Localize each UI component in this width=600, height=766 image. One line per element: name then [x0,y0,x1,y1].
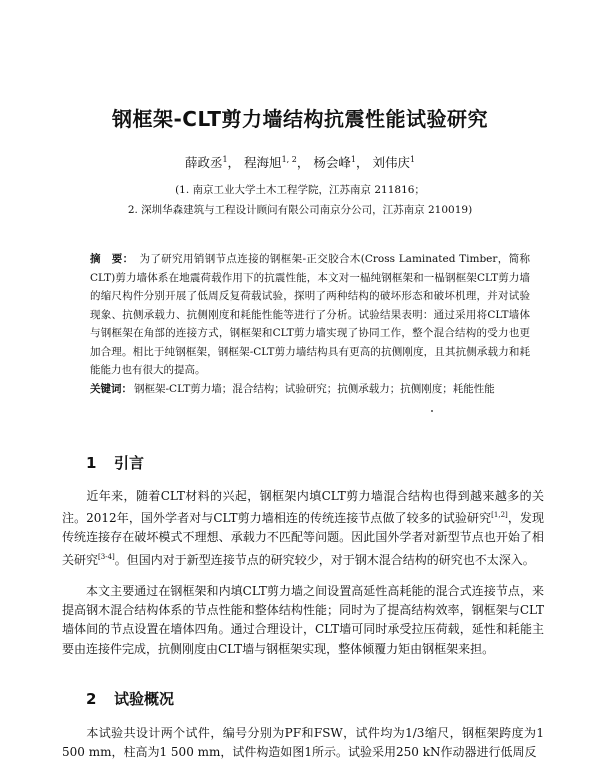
paragraph-text: 本试验共设计两个试件，编号分别为PF和FSW，试件均为1/3缩尺，钢框架跨度为1 500 mm，柱高为1 500 mm，试件构造如图1所示。试验采用250 kN作动器进行低周反 [62,726,544,760]
section-heading-2 [86,688,174,709]
citation-mark: [1,2] [491,511,508,520]
author-separator: ， [296,155,310,170]
section-number: 1 [86,454,97,472]
affiliation-2: 2. 深圳华森建筑与工程设计顾问有限公司南京分公司，江苏南京 210019) [127,204,473,216]
abstract-label: 摘 要： [90,253,134,265]
paragraph-text: 本文主要通过在钢框架和内填CLT剪力墙之间设置高延性高耗能的混合式连接节点，来提高钢木混合结构体系的节点性能和整体结构性能；同时为了提高结构效率，钢框架与CLT墙体间的节点设置在墙体四角。通过合理设计，CLT墙可同时承受拉压荷载，延性和耗能主要由连接件完成，抗侧刚度由CLT墙与钢框架实现，整体倾覆力矩由钢框架来担。 [62,584,544,656]
body-paragraph [62,724,544,762]
abstract-block [90,250,530,398]
author-name: 程海旭 [244,155,282,170]
author-separator: ， [227,155,241,170]
paragraph-text: 。但国内对于新型连接节点的研究较少，对于钢木混合结构的研究也不太深入。 [114,552,535,567]
author-affiliation-mark: 1 [222,154,228,164]
keywords-label: 关键词： [90,382,132,395]
abstract-text: 为了研究用销钢节点连接的钢框架-正交胶合木(Cross Laminated Timber，简称CLT)剪力墙体系在地震荷载作用下的抗震性能，本文对一榀纯钢框架和一榀钢框架CLT剪力墙的缩尺构件分别开展了低周反复荷载试验，探明了两种结构的破坏形态和破坏机理，并对试验现象、抗侧承载力、抗侧刚度和耗能性能等进行了分析。试验结果表明：通过采用将CLT墙体与钢框架在角部的连接方式，钢框架和CLT剪力墙实现了协同工作，整个混合结构的受力也更加合理。相比于纯钢框架，钢框架-CLT剪力墙结构具有更高的抗侧刚度，且其抗侧承载力和耗能能力也有很大的提高。 [90,253,531,376]
author-affiliation-mark: 1 [409,154,416,164]
citation-mark: [3-4] [98,552,115,561]
section-title: 引言 [114,454,145,472]
author-name: 杨会峰 [313,155,351,170]
scan-dot [431,410,433,412]
author-affiliation-mark: 1, 2 [281,154,297,164]
keywords-text: 钢框架-CLT剪力墙；混合结构；试验研究；抗侧承载力；抗侧刚度；耗能性能 [134,382,495,395]
paper-title: 钢框架-CLT剪力墙结构抗震性能试验研究 [111,107,489,131]
paragraph-text: 近年来，随着CLT材料的兴起，钢框架内填CLT剪力墙混合结构也得到越来越多的关注。2012年，国外学者对与CLT剪力墙相连的传统连接节点做了较多的试验研究 [62,489,544,526]
author-name: 薛政丞 [184,155,223,170]
author-name: 刘伟庆 [372,155,410,170]
body-paragraph [62,582,544,659]
body-paragraph [62,487,544,570]
abstract-paragraph [90,250,530,380]
affiliation-1: (1. 南京工业大学土木工程学院，江苏南京 211816； [175,184,425,196]
keywords-paragraph [90,380,530,399]
author-separator: ， [355,155,369,170]
paragraph-text: ，发现传统连接存在破坏模式不理想、承载力不匹配等问题。因此国外学者对新型节点也开始了相关研究 [62,511,544,567]
author-affiliation-mark: 1 [350,154,356,164]
section-number: 2 [86,690,97,708]
author-line [0,153,600,171]
section-title: 试验概况 [114,690,175,708]
section-heading-1 [86,452,144,473]
